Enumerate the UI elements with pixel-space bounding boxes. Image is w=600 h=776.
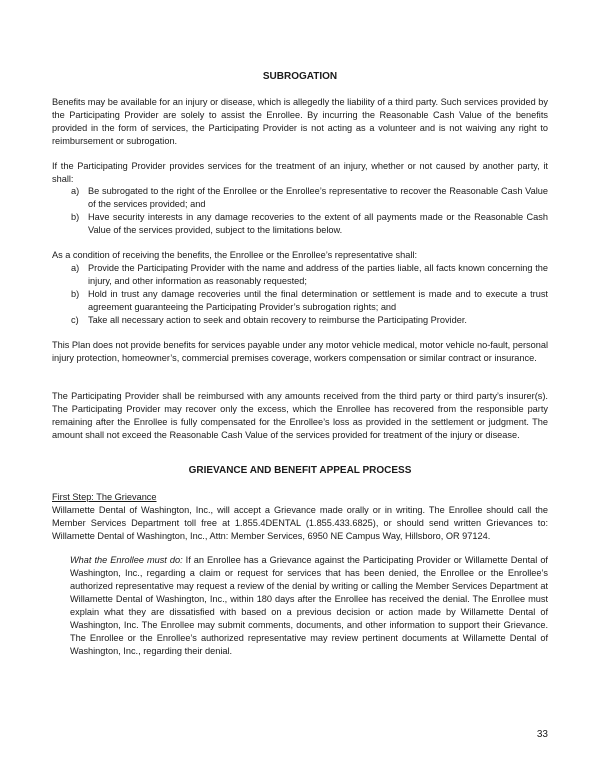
subrogation-paragraph-3-intro: As a condition of receiving the benefits, the Enrollee or the Enrollee’s representative shall: — [52, 250, 417, 260]
list-item: a) Be subrogated to the right of the Enrollee or the Enrollee’s representative to recover the Reasonable Cash Value of the services provided; and — [71, 186, 548, 209]
list-item: b) Hold in trust any damage recoveries until the final determination or settlement is made and to execute a trust agreement guaranteeing the Participating Provider’s subrogation rights; and — [71, 289, 548, 312]
list-item: a) Provide the Participating Provider with the name and address of the parties liable, all facts known concerning the injury, and other information as reasonably requested; — [71, 263, 548, 286]
subrogation-paragraph-5: The Participating Provider shall be reimbursed with any amounts received from the third party or third party’s insurer(s). The Participating Provider may recover only the excess, which the Enrollee has recovered from the responsible party remaining after the Enrollee is fully compensated for the Enrollee’s loss as provided in the settlement or judgment. The amount shall not exceed the Reasonable Cash Value of the services provided for treatment of the injury or disease. — [52, 391, 548, 440]
must-do-text: If an Enrollee has a Grievance against the Participating Provider or Willamette Dental of Washington, Inc., regarding a claim or request for services that has been denied, the Enrollee or the Enrollee’s authorized representative may request a review of the denial by writing or calling the Member Services Department at Willamette Dental of Washington, Inc., within 180 days after the Enrollee has received the denial. The Enrollee must explain what they are dissatisfied with based on a previous decision or action made by Willamette Dental of Washington, Inc. The Enrollee may submit comments, documents, and other information to support their Grievance. The Enrollee or the Enrollee’s authorized representative may review pertinent documents at Willamette Dental of Washington, Inc., regarding their denial. — [70, 555, 548, 656]
subrogation-heading: SUBROGATION — [262, 71, 338, 82]
subrogation-paragraph-2-intro: If the Participating Provider provides services for the treatment of an injury, whether or not caused by another party, it shall: — [52, 161, 548, 184]
grievance-step-title: First Step: The Grievance — [52, 492, 157, 502]
subrogation-list-2 — [52, 262, 548, 327]
grievance-step-text: Willamette Dental of Washington, Inc., will accept a Grievance made orally or in writing. The Enrollee should call the Member Services Department toll free at 1.855.4DENTAL (1.855.433.6825), or should send written Grievances to: Willamette Dental of Washington, Inc., Attn: Member Services, 6950 NE Campus Way, Hillsboro, OR 97124. — [52, 505, 548, 541]
grievance-heading: GRIEVANCE AND BENEFIT APPEAL PROCESS — [188, 465, 412, 476]
subrogation-list-1 — [52, 185, 548, 237]
subrogation-paragraph-1: Benefits may be available for an injury or disease, which is allegedly the liability of a third party. Such services provided by the Participating Provider are solely to assist the Enrollee. By incurring the Reasonable Cash Value of the benefits provided in the form of services, the Participating Provider is not acting as a volunteer and is not waiving any right to reimbursement or subrogation. — [52, 97, 548, 146]
list-item: c) Take all necessary action to seek and obtain recovery to reimburse the Participating Provider. — [71, 315, 467, 325]
page-number: 33 — [536, 729, 548, 740]
must-do-label: What the Enrollee must do: — [70, 555, 183, 565]
list-item: b) Have security interests in any damage recoveries to the extent of all payments made or the Reasonable Cash Value of the services provided, subject to the limitations below. — [71, 212, 548, 235]
grievance-must-do-paragraph — [70, 554, 548, 658]
subrogation-paragraph-4: This Plan does not provide benefits for services payable under any motor vehicle medical, motor vehicle no-fault, personal injury protection, homeowner’s, commercial premises coverage, workers compensation or similar contract or insurance. — [52, 340, 548, 363]
